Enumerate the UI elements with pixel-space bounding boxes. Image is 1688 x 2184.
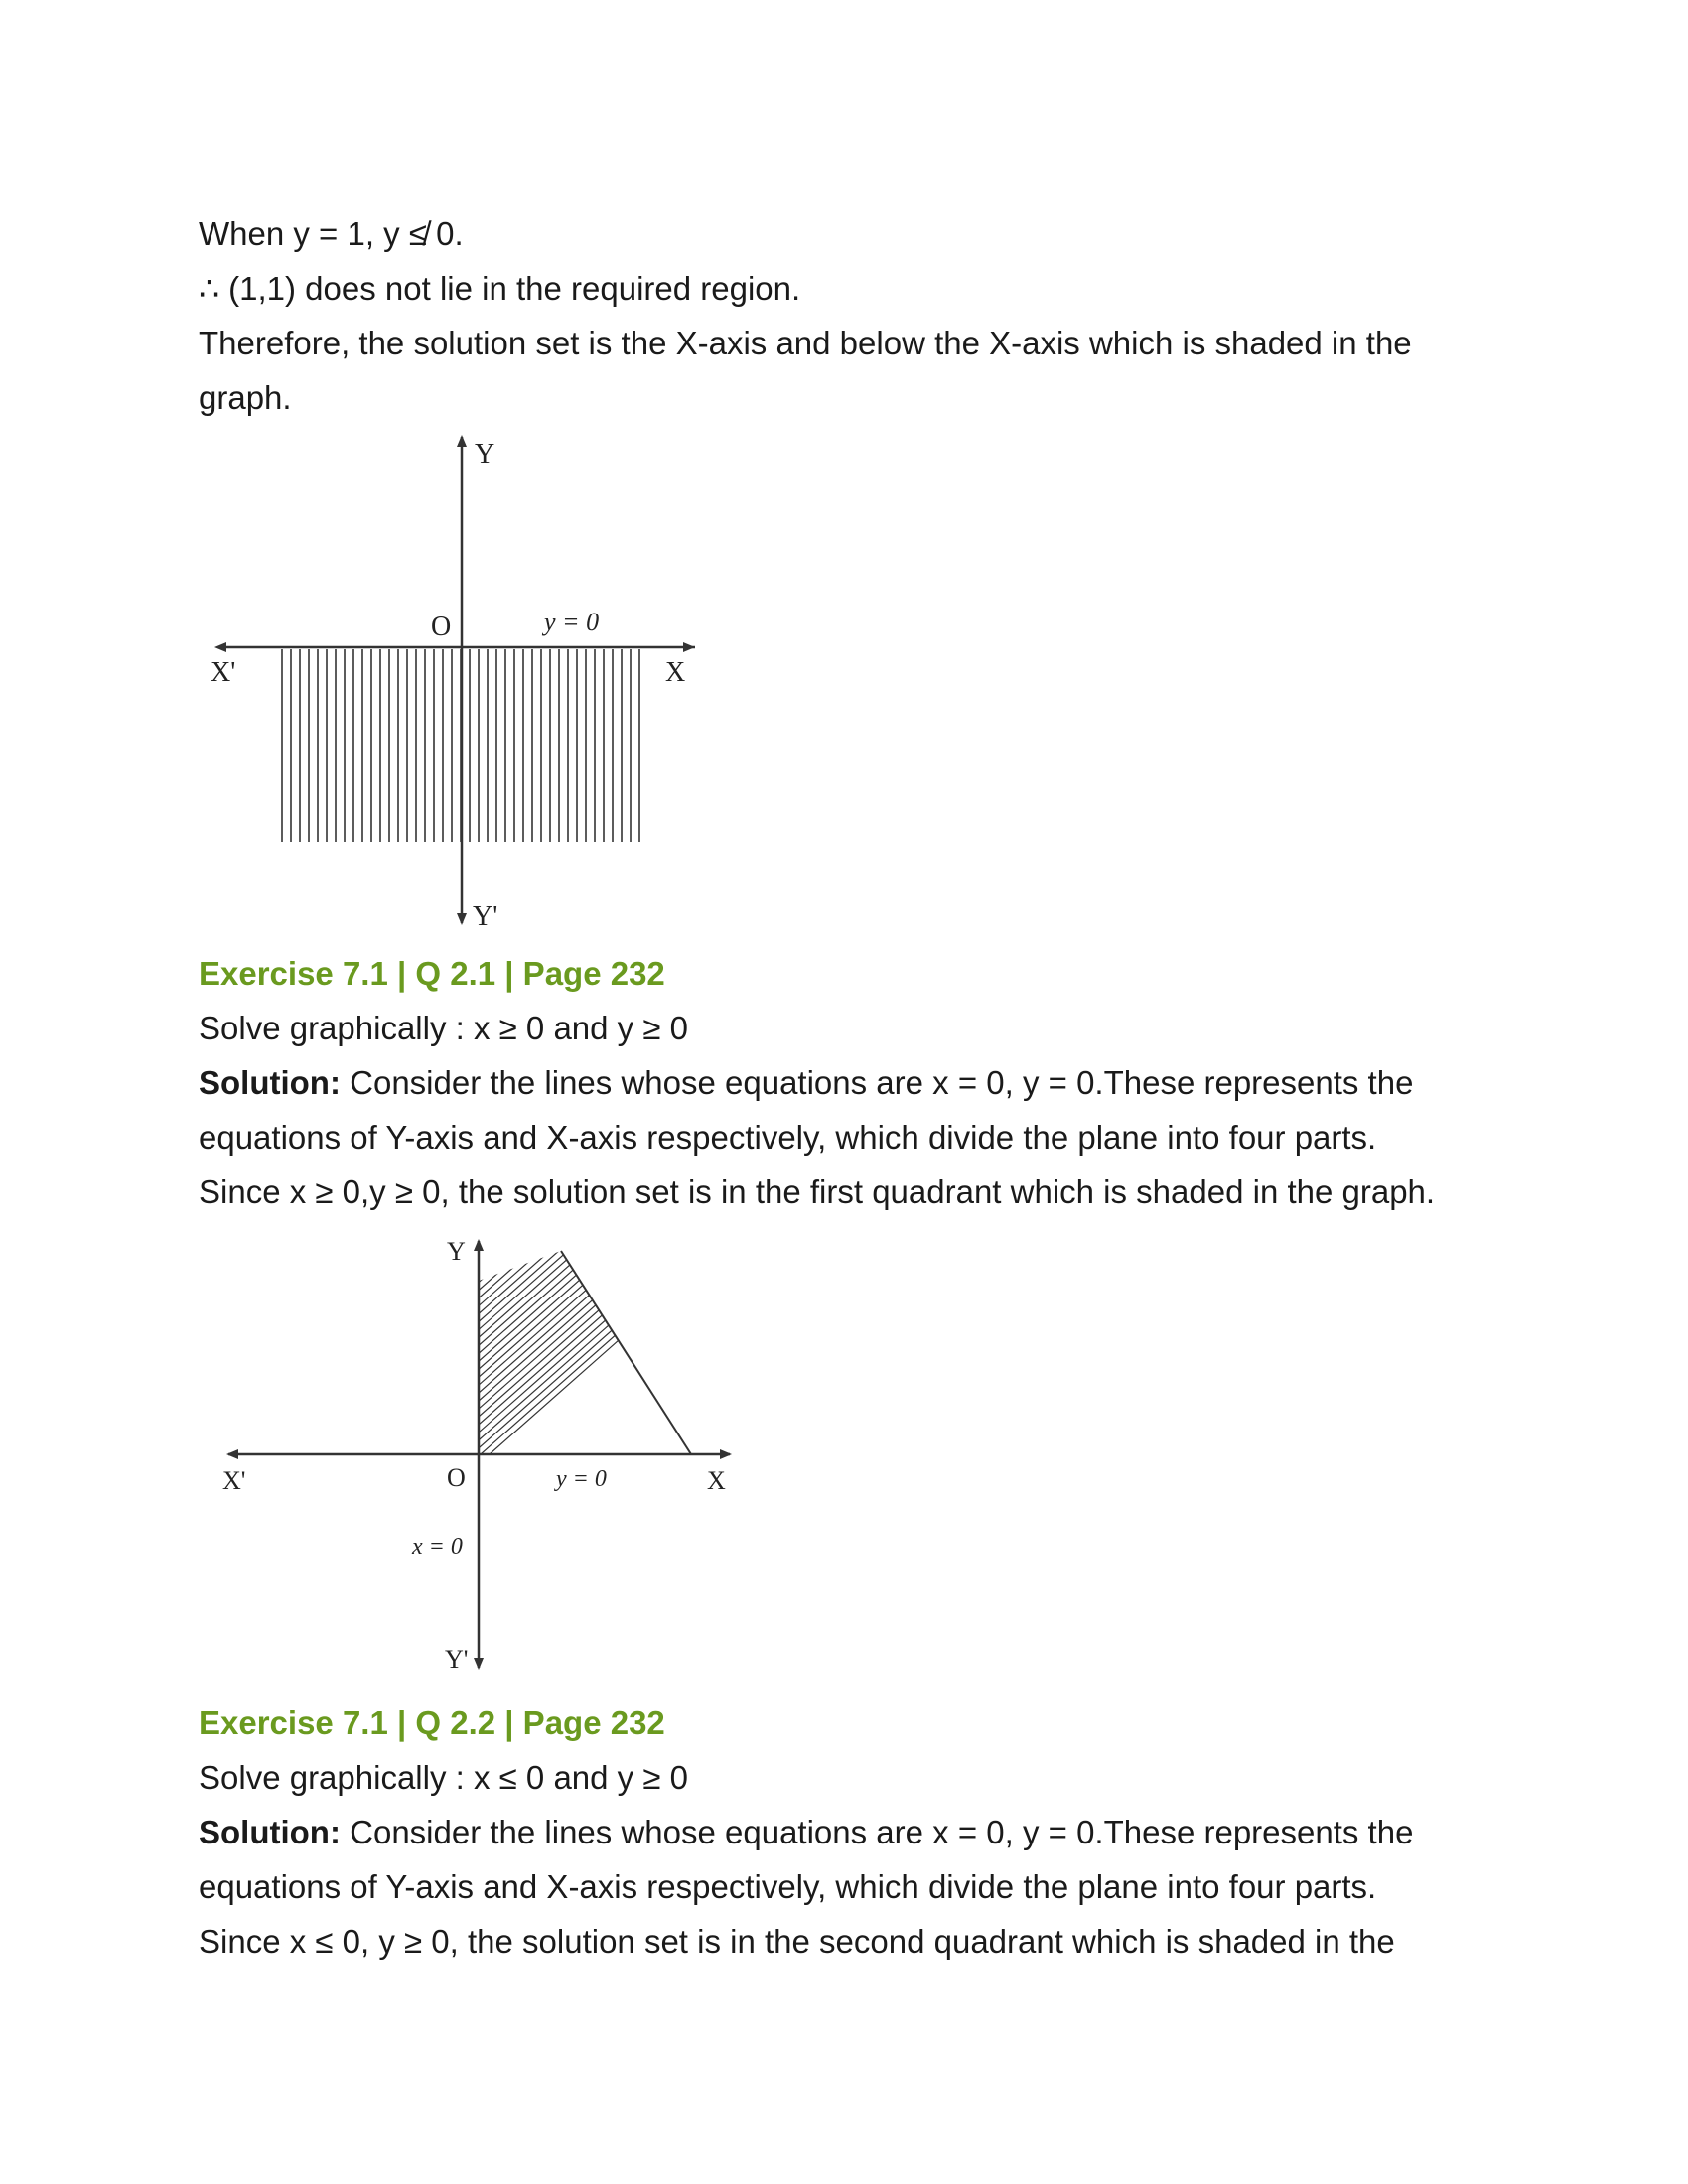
x-prime-label: X'	[222, 1466, 246, 1495]
hatch-line	[199, 1226, 354, 1454]
solution-text: Consider the lines whose equations are x = 0, y = 0.These represents the	[340, 1814, 1414, 1850]
hatch-line	[364, 1226, 623, 1454]
y-prime-label: Y'	[445, 1645, 469, 1674]
hatch-line	[481, 1226, 739, 1454]
origin-label: O	[447, 1463, 466, 1492]
hatch-line	[302, 1226, 560, 1454]
hatch-line	[266, 1226, 524, 1454]
hatch-line	[427, 1226, 685, 1454]
hatch-line	[293, 1226, 551, 1454]
y-axis-arrow-up	[474, 1239, 484, 1251]
exercise-heading: Exercise 7.1 | Q 2.2 | Page 232	[199, 1705, 665, 1741]
graph-first-quadrant	[199, 1226, 755, 1683]
text-line: ∴ (1,1) does not lie in the required region.	[199, 270, 801, 307]
solution-line: Since x ≤ 0, y ≥ 0, the solution set is in the second quadrant which is shaded in the	[199, 1923, 1395, 1960]
hatch-line	[472, 1226, 730, 1454]
x-axis-arrow-left	[214, 642, 226, 652]
solution-line: Since x ≥ 0,y ≥ 0, the solution set is in the first quadrant which is shaded in the graph.	[199, 1173, 1436, 1210]
x-axis-arrow-right	[683, 642, 695, 652]
hatch-line	[199, 1226, 319, 1454]
hatch-line	[436, 1226, 694, 1454]
question-text: Solve graphically : x ≤ 0 and y ≥ 0	[199, 1759, 688, 1796]
line-label-x: y = 0	[556, 1466, 607, 1492]
hatch-line	[212, 1226, 471, 1454]
hatch-line	[311, 1226, 569, 1454]
hatch-line	[248, 1226, 506, 1454]
hatch-line	[199, 1226, 408, 1454]
hatch-line	[382, 1226, 640, 1454]
hatch-line	[199, 1226, 328, 1454]
text-line: graph.	[199, 379, 292, 416]
hatch-line	[338, 1226, 596, 1454]
hatch-line	[199, 1226, 283, 1454]
y-axis-arrow-down	[457, 913, 467, 925]
hatch-line	[199, 1226, 337, 1454]
question-text: Solve graphically : x ≥ 0 and y ≥ 0	[199, 1010, 688, 1046]
shaded-region-hatch	[199, 1226, 748, 1454]
hatch-line	[199, 1226, 372, 1454]
hatch-line	[221, 1226, 480, 1454]
x-axis-arrow-right	[720, 1449, 732, 1459]
hatch-line	[199, 1226, 292, 1454]
line-label: y = 0	[544, 608, 600, 636]
graph-below-x-axis	[199, 427, 715, 943]
solution-line: equations of Y-axis and X-axis respectively, which divide the plane into four parts.	[199, 1868, 1377, 1905]
hatch-line	[199, 1226, 274, 1454]
hatch-line	[199, 1226, 238, 1454]
solution-text: Consider the lines whose equations are x = 0, y = 0.These represents the	[340, 1064, 1414, 1101]
hatch-line	[275, 1226, 533, 1454]
y-axis-arrow-down	[474, 1658, 484, 1670]
hatch-line	[373, 1226, 632, 1454]
x-axis-label: X	[707, 1466, 726, 1495]
hatch-line	[199, 1226, 265, 1454]
solution-label: Solution:	[199, 1064, 341, 1101]
hatch-line	[199, 1226, 390, 1454]
hatch-line	[204, 1226, 462, 1454]
hatch-line	[199, 1226, 256, 1454]
hatch-line	[257, 1226, 515, 1454]
hatch-line	[463, 1226, 721, 1454]
origin-label: O	[431, 612, 452, 642]
hatch-line	[355, 1226, 614, 1454]
hatch-line	[284, 1226, 542, 1454]
hatch-line	[199, 1226, 399, 1454]
text-line: When y = 1, y ≰ 0.	[199, 215, 464, 252]
hatch-line	[199, 1226, 310, 1454]
hatch-line	[199, 1226, 346, 1454]
hatch-line	[199, 1226, 426, 1454]
shaded-region-boundary	[561, 1251, 691, 1454]
hatch-line	[391, 1226, 649, 1454]
hatch-line	[400, 1226, 658, 1454]
hatch-line	[445, 1226, 703, 1454]
x-axis-label: X	[665, 657, 686, 688]
hatch-line	[199, 1226, 363, 1454]
solution-line	[199, 1063, 1413, 1103]
hatch-line	[199, 1226, 417, 1454]
x-axis-arrow-left	[226, 1449, 238, 1459]
hatch-line	[199, 1226, 444, 1454]
hatch-line	[199, 1226, 453, 1454]
hatch-line	[454, 1226, 712, 1454]
solution-label: Solution:	[199, 1814, 341, 1850]
solution-line: equations of Y-axis and X-axis respectively, which divide the plane into four parts.	[199, 1119, 1377, 1156]
y-axis-label: Y	[475, 439, 495, 470]
hatch-line	[199, 1226, 381, 1454]
exercise-heading: Exercise 7.1 | Q 2.1 | Page 232	[199, 955, 665, 992]
solution-line	[199, 1813, 1413, 1852]
hatch-line	[199, 1226, 435, 1454]
hatch-line	[199, 1226, 247, 1454]
y-prime-label: Y'	[473, 901, 498, 932]
line-label-y: x = 0	[412, 1534, 463, 1560]
y-axis-arrow-up	[457, 435, 467, 447]
y-axis-label: Y	[447, 1237, 466, 1266]
x-prime-label: X'	[211, 657, 236, 688]
hatch-line	[199, 1226, 301, 1454]
text-line: Therefore, the solution set is the X-axis and below the X-axis which is shaded in the	[199, 325, 1412, 361]
